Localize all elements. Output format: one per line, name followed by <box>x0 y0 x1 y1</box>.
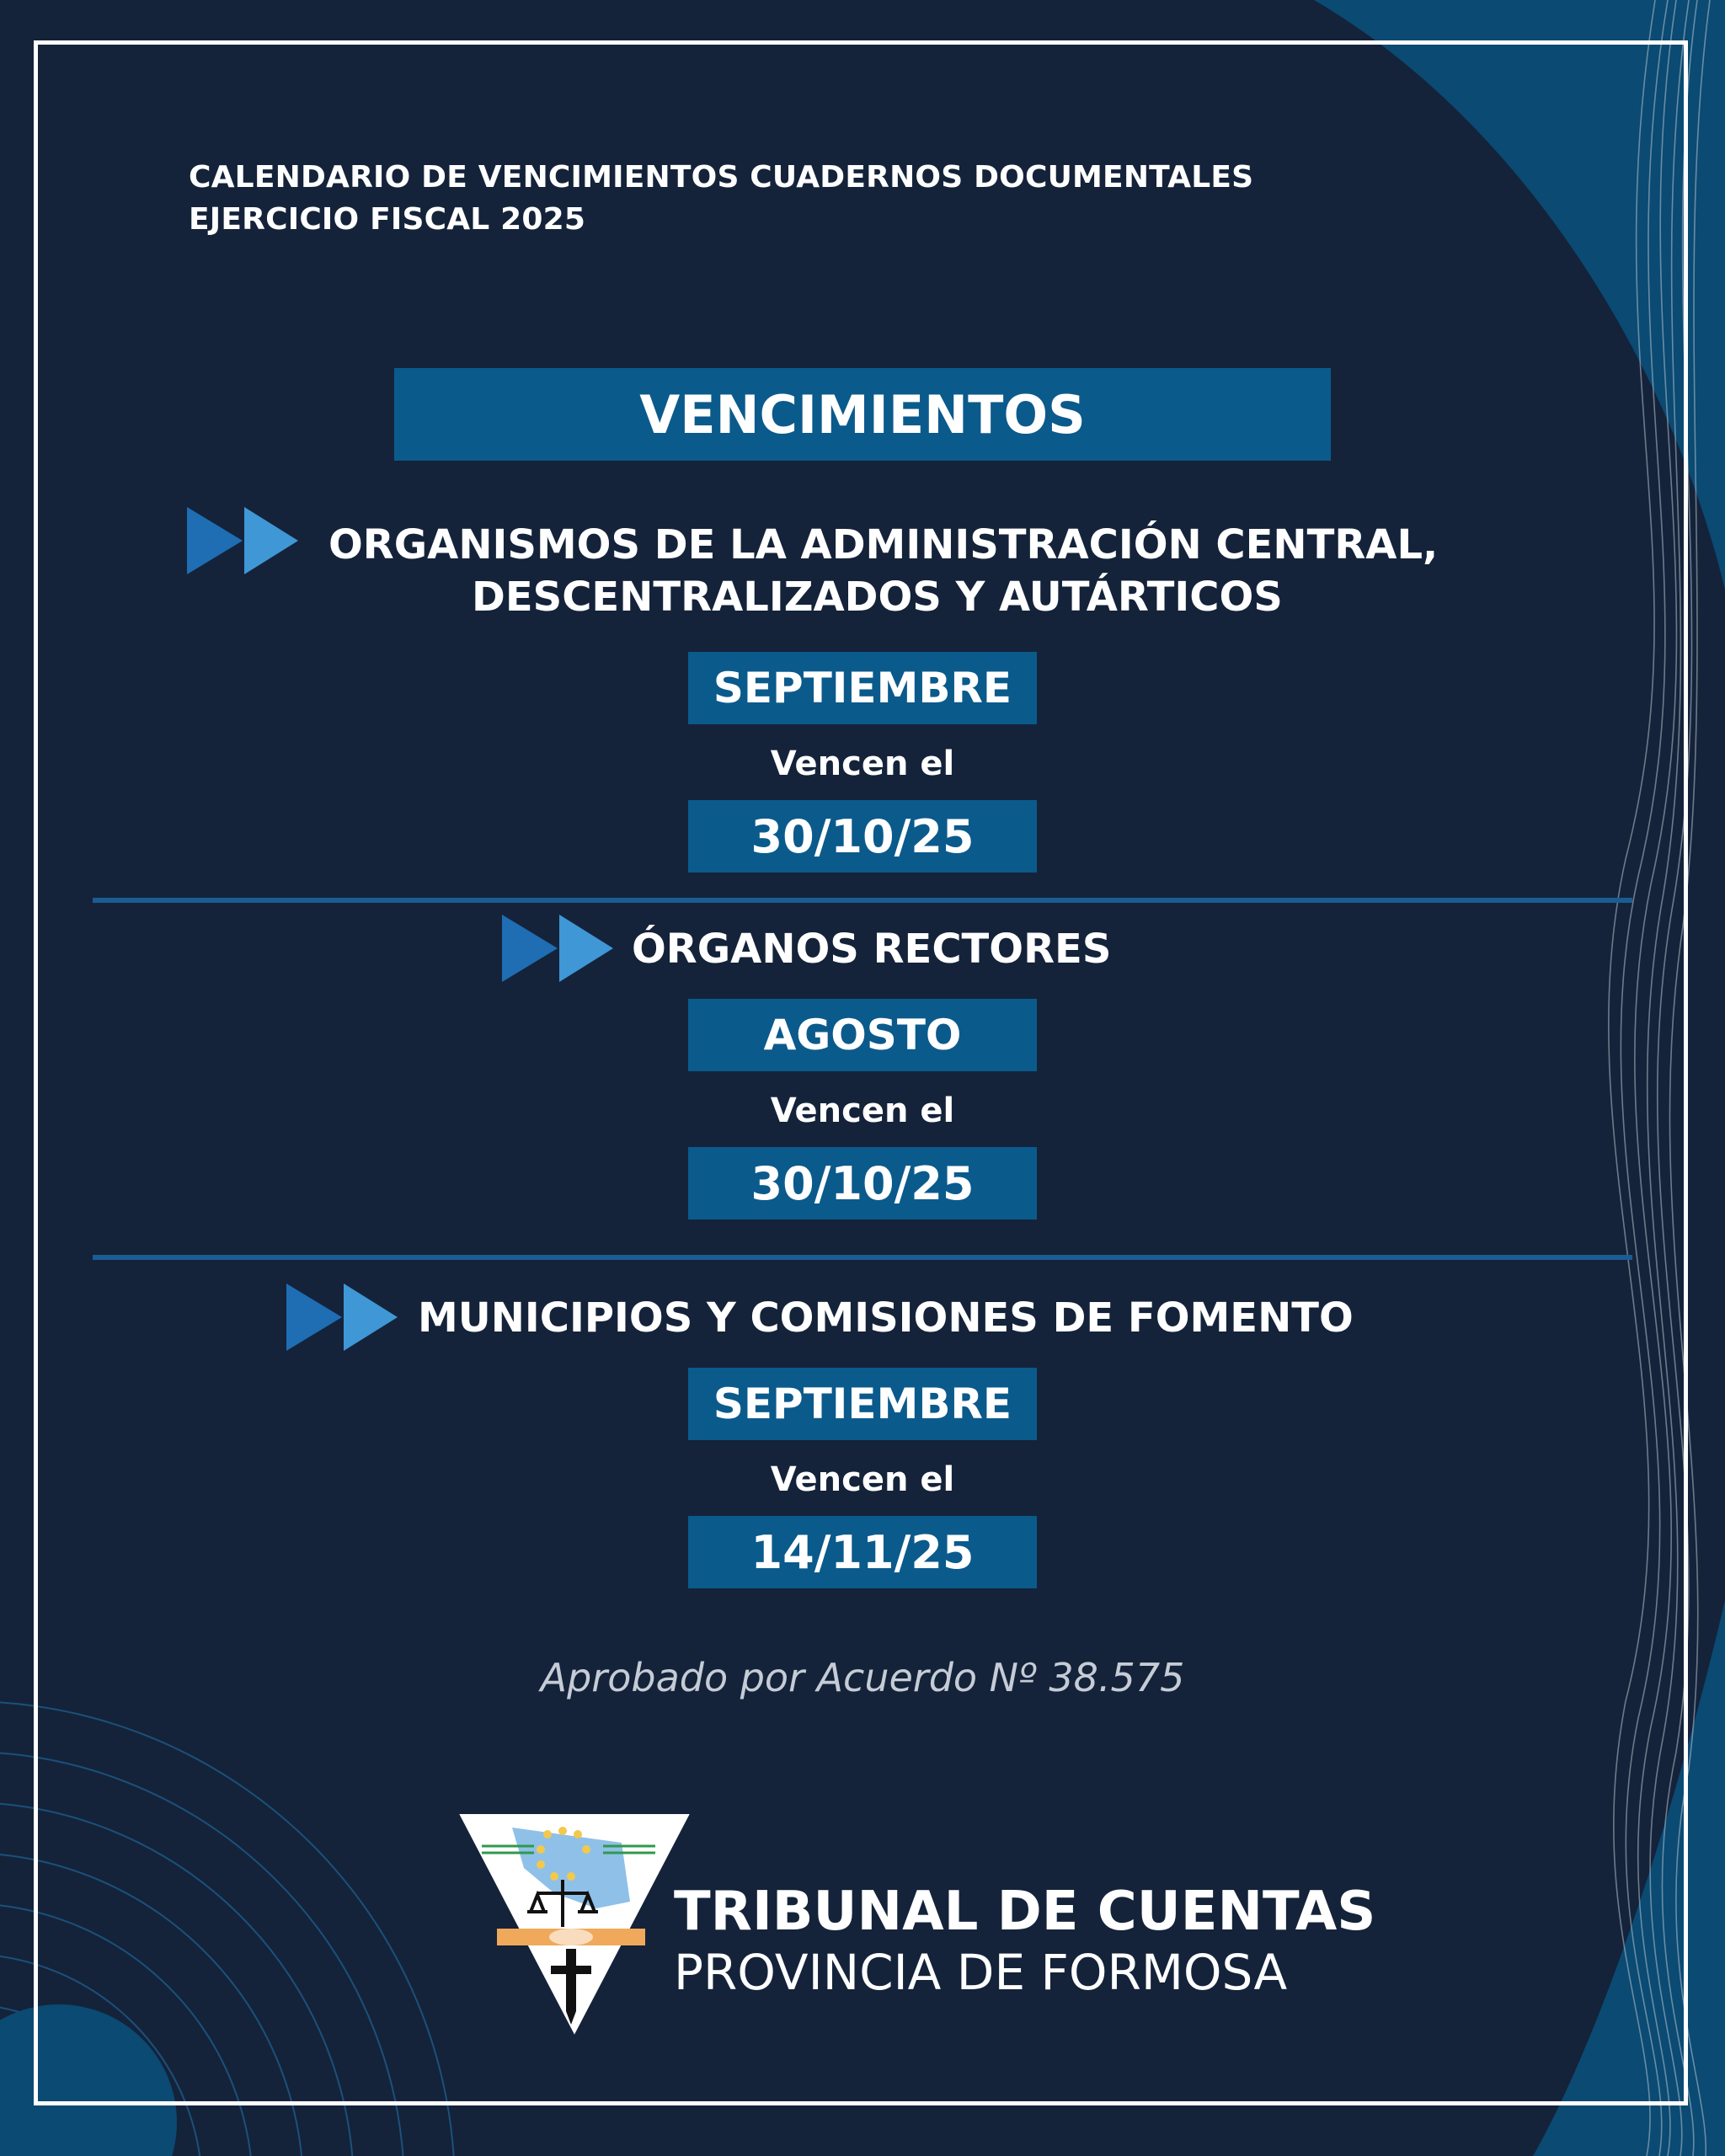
date-box: 30/10/25 <box>688 1147 1037 1219</box>
month-box: AGOSTO <box>688 999 1037 1071</box>
section-title-organismos: ORGANISMOS DE LA ADMINISTRACIÓN CENTRAL, <box>328 521 1439 568</box>
month-box: SEPTIEMBRE <box>688 1368 1037 1440</box>
double-play-arrow-icon <box>286 1283 398 1351</box>
vencen-label: Vencen el <box>770 1460 955 1499</box>
tribunal-emblem-icon <box>453 1809 696 2041</box>
vencimientos-banner: VENCIMIENTOS <box>394 368 1331 461</box>
month-box: SEPTIEMBRE <box>688 652 1037 724</box>
date-box: 30/10/25 <box>688 800 1037 873</box>
date-box: 14/11/25 <box>688 1516 1037 1588</box>
section-title-organismos-line2: DESCENTRALIZADOS Y AUTÁRTICOS <box>472 574 1283 621</box>
header-title: CALENDARIO DE VENCIMIENTOS CUADERNOS DOCUMENTALES <box>189 160 1254 195</box>
double-play-arrow-icon <box>187 507 298 574</box>
approval-note: Aprobado por Acuerdo Nº 38.575 <box>540 1655 1185 1700</box>
org-province: PROVINCIA DE FORMOSA <box>674 1944 1288 2001</box>
section-title-municipios: MUNICIPIOS Y COMISIONES DE FOMENTO <box>418 1294 1354 1342</box>
header-subtitle: EJERCICIO FISCAL 2025 <box>189 202 586 237</box>
page-header <box>189 157 1253 241</box>
section-divider <box>93 1255 1632 1260</box>
white-frame <box>34 40 1688 2105</box>
vencen-label: Vencen el <box>770 1091 955 1130</box>
vencen-label: Vencen el <box>770 744 955 783</box>
double-play-arrow-icon <box>502 915 613 982</box>
section-divider <box>93 898 1632 903</box>
org-name: TRIBUNAL DE CUENTAS <box>674 1881 1376 1943</box>
section-title-organos-rectores: ÓRGANOS RECTORES <box>632 926 1112 973</box>
